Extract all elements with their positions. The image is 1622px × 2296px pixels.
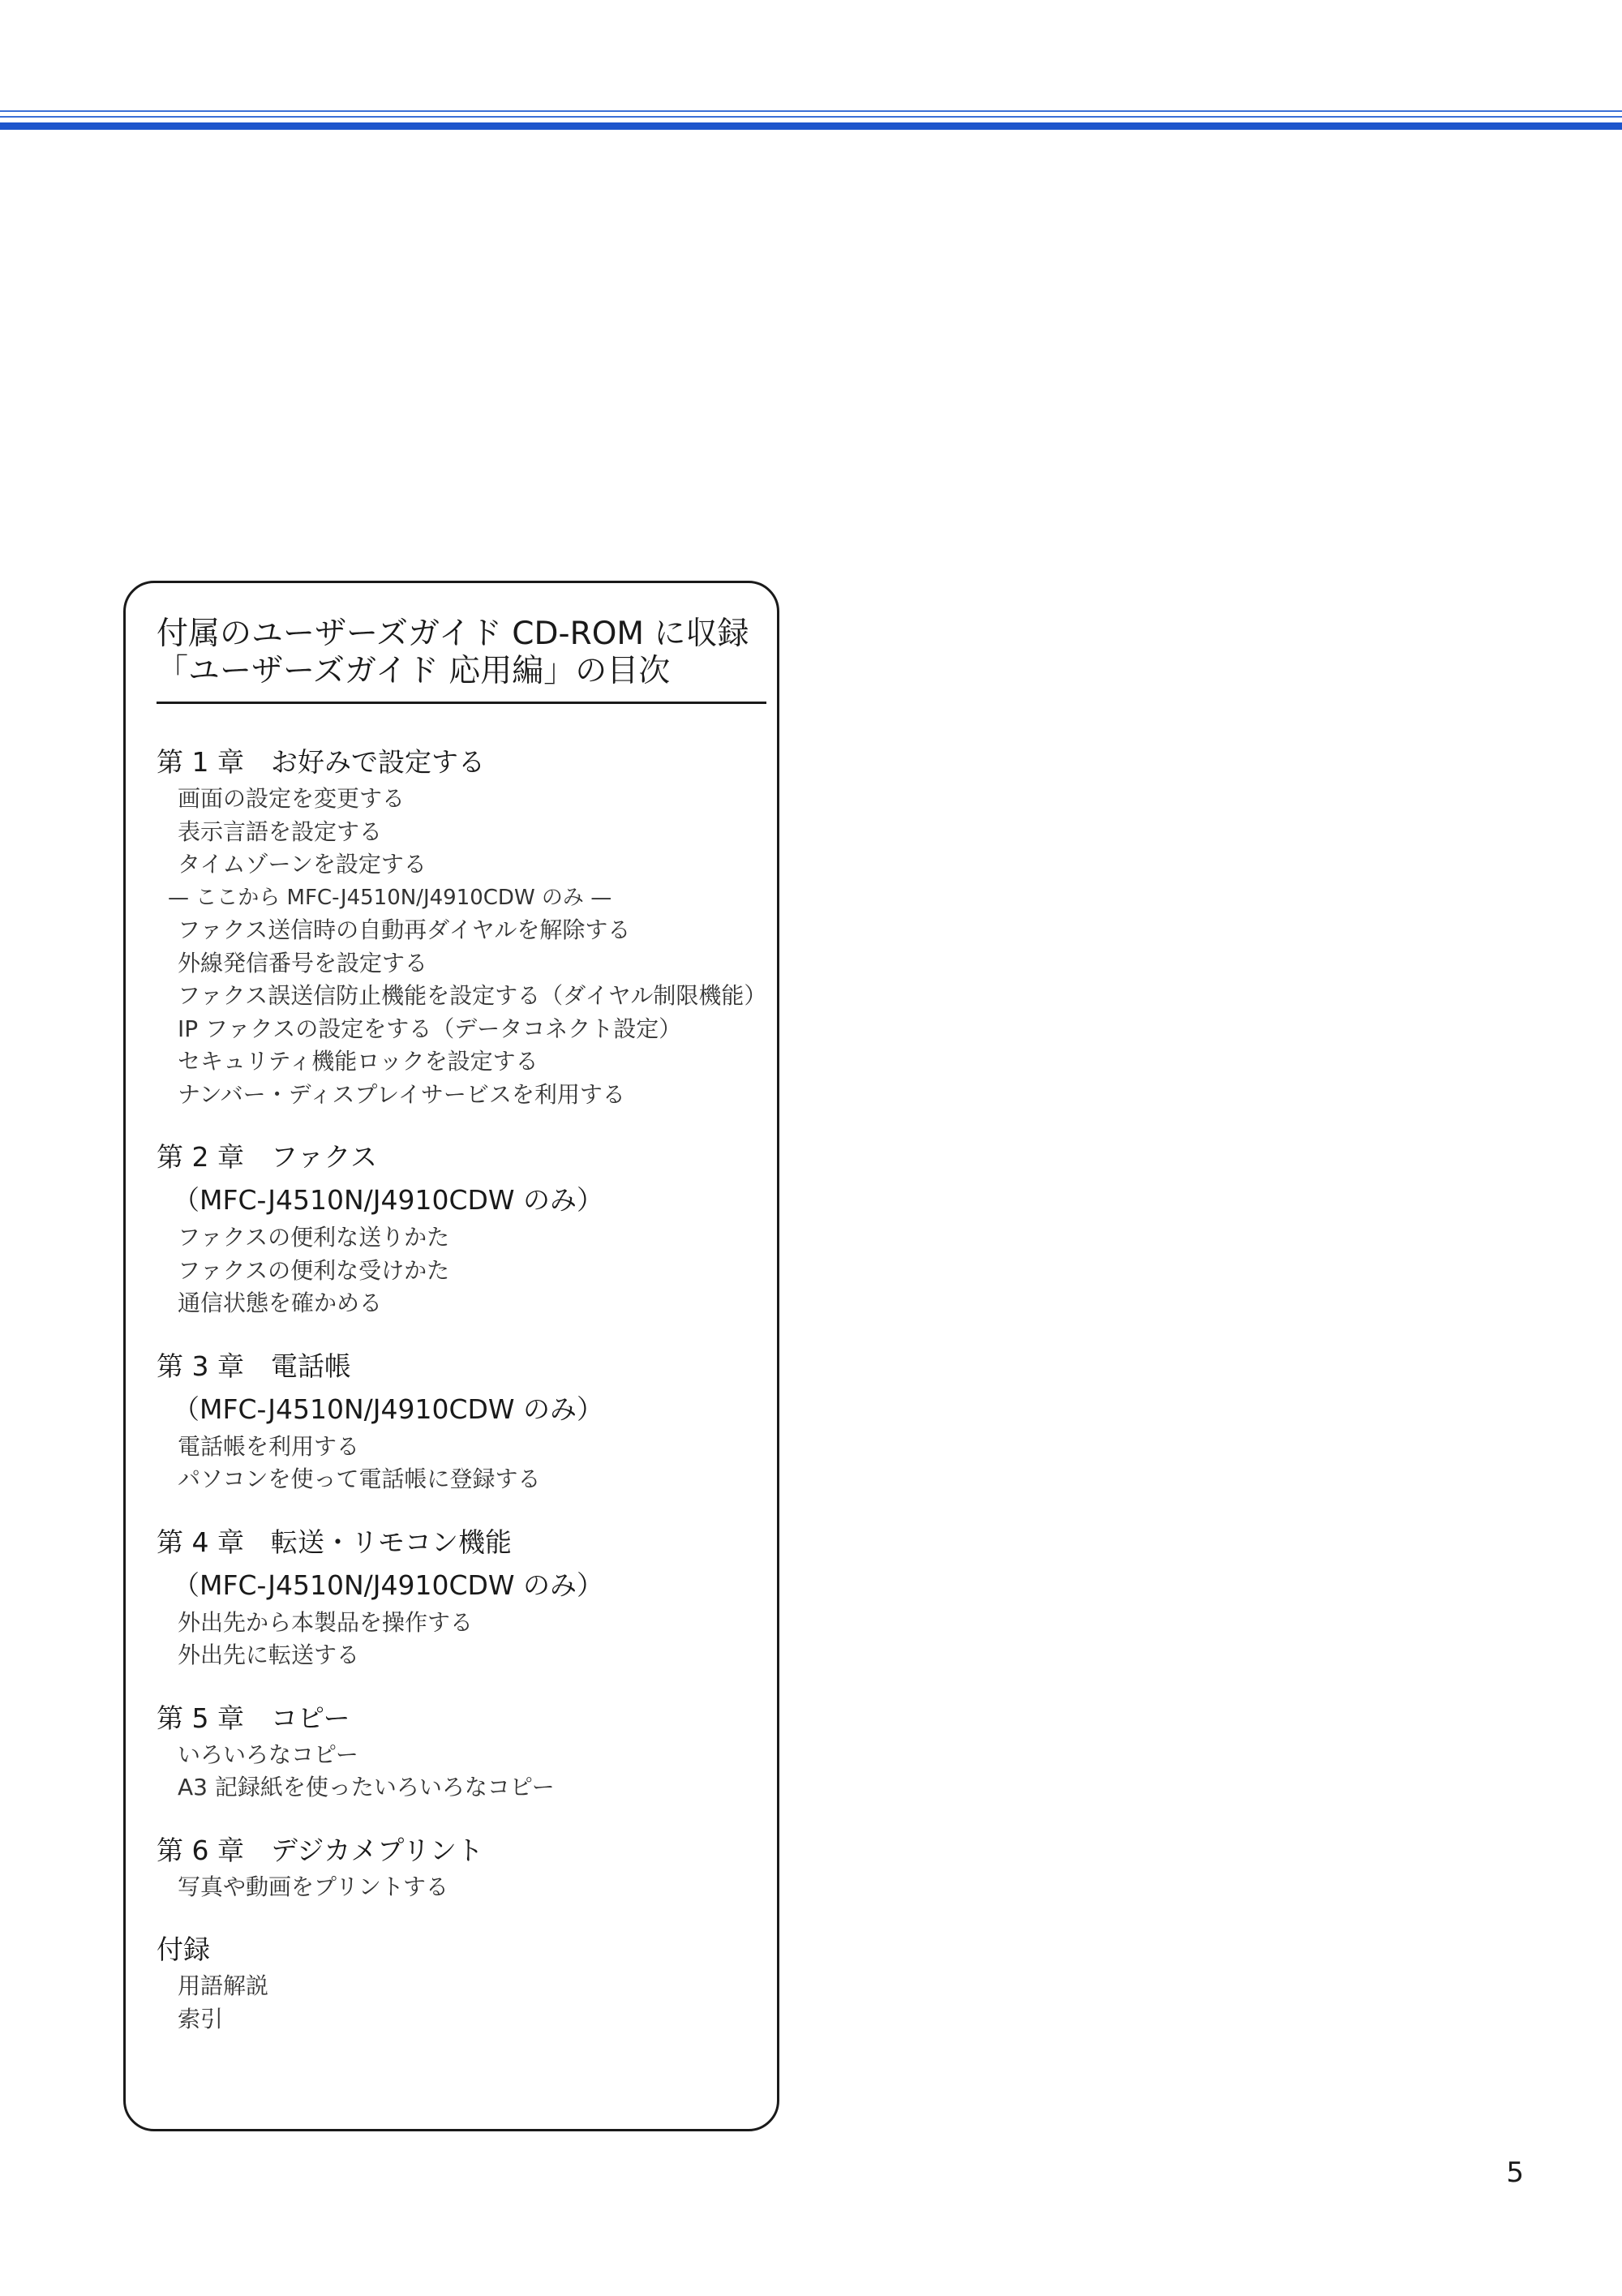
page-number: 5	[1506, 2157, 1524, 2189]
chapter-appendix	[157, 1933, 757, 2036]
chapter-subtitle: （MFC-J4510N/J4910CDW のみ）	[173, 1569, 604, 1601]
toc-item: 表示言語を設定する	[178, 818, 383, 845]
toc-item: 写真や動画をプリントする	[178, 1873, 449, 1900]
chapter-items	[157, 1871, 757, 1904]
chapter-subtitle: （MFC-J4510N/J4910CDW のみ）	[173, 1184, 604, 1216]
chapter-items	[157, 1431, 757, 1496]
header-rule-thin-middle	[0, 116, 1622, 118]
chapter-4	[157, 1526, 757, 1672]
toc-item: パソコンを使って電話帳に登録する	[178, 1466, 541, 1492]
chapter-title: 第 6 章 デジカメプリント	[157, 1834, 483, 1866]
toc-item: セキュリティ機能ロックを設定する	[178, 1048, 539, 1075]
toc-title-line1: 付属のユーザーズガイド CD-ROM に収録	[157, 616, 749, 652]
chapter-5	[157, 1702, 757, 1805]
chapter-items	[157, 1739, 757, 1805]
chapter-items	[157, 1221, 757, 1320]
chapter-title: 第 1 章 お好みで設定する	[157, 746, 485, 778]
chapter-title: 第 5 章 コピー	[157, 1702, 350, 1734]
toc-item: ファクス誤送信防止機能を設定する（ダイヤル制限機能）	[178, 982, 767, 1009]
chapter-1	[157, 745, 767, 1111]
header-rule-thin-top	[0, 110, 1622, 112]
toc-item: タイムゾーンを設定する	[178, 851, 427, 878]
toc-item: ファクスの便利な受けかた	[178, 1256, 450, 1284]
chapter-items	[157, 1970, 757, 2036]
chapter-title: 第 2 章 ファクス	[157, 1141, 377, 1173]
chapter-subtitle: （MFC-J4510N/J4910CDW のみ）	[173, 1393, 604, 1425]
chapter-3	[157, 1350, 757, 1496]
toc-item: 索引	[178, 2005, 224, 2032]
toc-box	[123, 581, 779, 2131]
chapter-6	[157, 1834, 757, 1904]
toc-item: 画面の設定を変更する	[178, 785, 406, 812]
toc-item: A3 記録紙を使ったいろいろなコピー	[178, 1774, 555, 1800]
toc-item: 用語解説	[178, 1972, 269, 1999]
toc-item: 外出先に転送する	[178, 1642, 360, 1668]
toc-item: 通信状態を確かめる	[178, 1290, 383, 1316]
toc-item: 外線発信番号を設定する	[178, 949, 428, 976]
toc-item: いろいろなコピー	[178, 1740, 358, 1768]
chapter-2	[157, 1140, 757, 1320]
toc-item: IP ファクスの設定をする（データコネクト設定）	[178, 1015, 682, 1042]
chapter-title: 付録	[157, 1933, 210, 1965]
chapter-title: 第 4 章 転送・リモコン機能	[157, 1526, 512, 1558]
toc-item-model-note: — ここから MFC-J4510N/J4910CDW のみ —	[168, 885, 612, 910]
chapter-items	[157, 783, 767, 1111]
toc-title-line2: 「ユーザーズガイド 応用編」の目次	[157, 653, 671, 689]
toc-item: ファクスの便利な送りかた	[178, 1224, 450, 1251]
chapter-items	[157, 1607, 757, 1672]
toc-item: ファクス送信時の自動再ダイヤルを解除する	[178, 916, 631, 943]
toc-item: 外出先から本製品を操作する	[178, 1608, 474, 1636]
chapter-title: 第 3 章 電話帳	[157, 1350, 351, 1382]
toc-title	[157, 616, 766, 704]
toc-item: 電話帳を利用する	[178, 1432, 360, 1460]
toc-content	[157, 745, 767, 2065]
header-rule-thick	[0, 122, 1622, 130]
toc-item: ナンバー・ディスプレイサービスを利用する	[178, 1080, 625, 1108]
